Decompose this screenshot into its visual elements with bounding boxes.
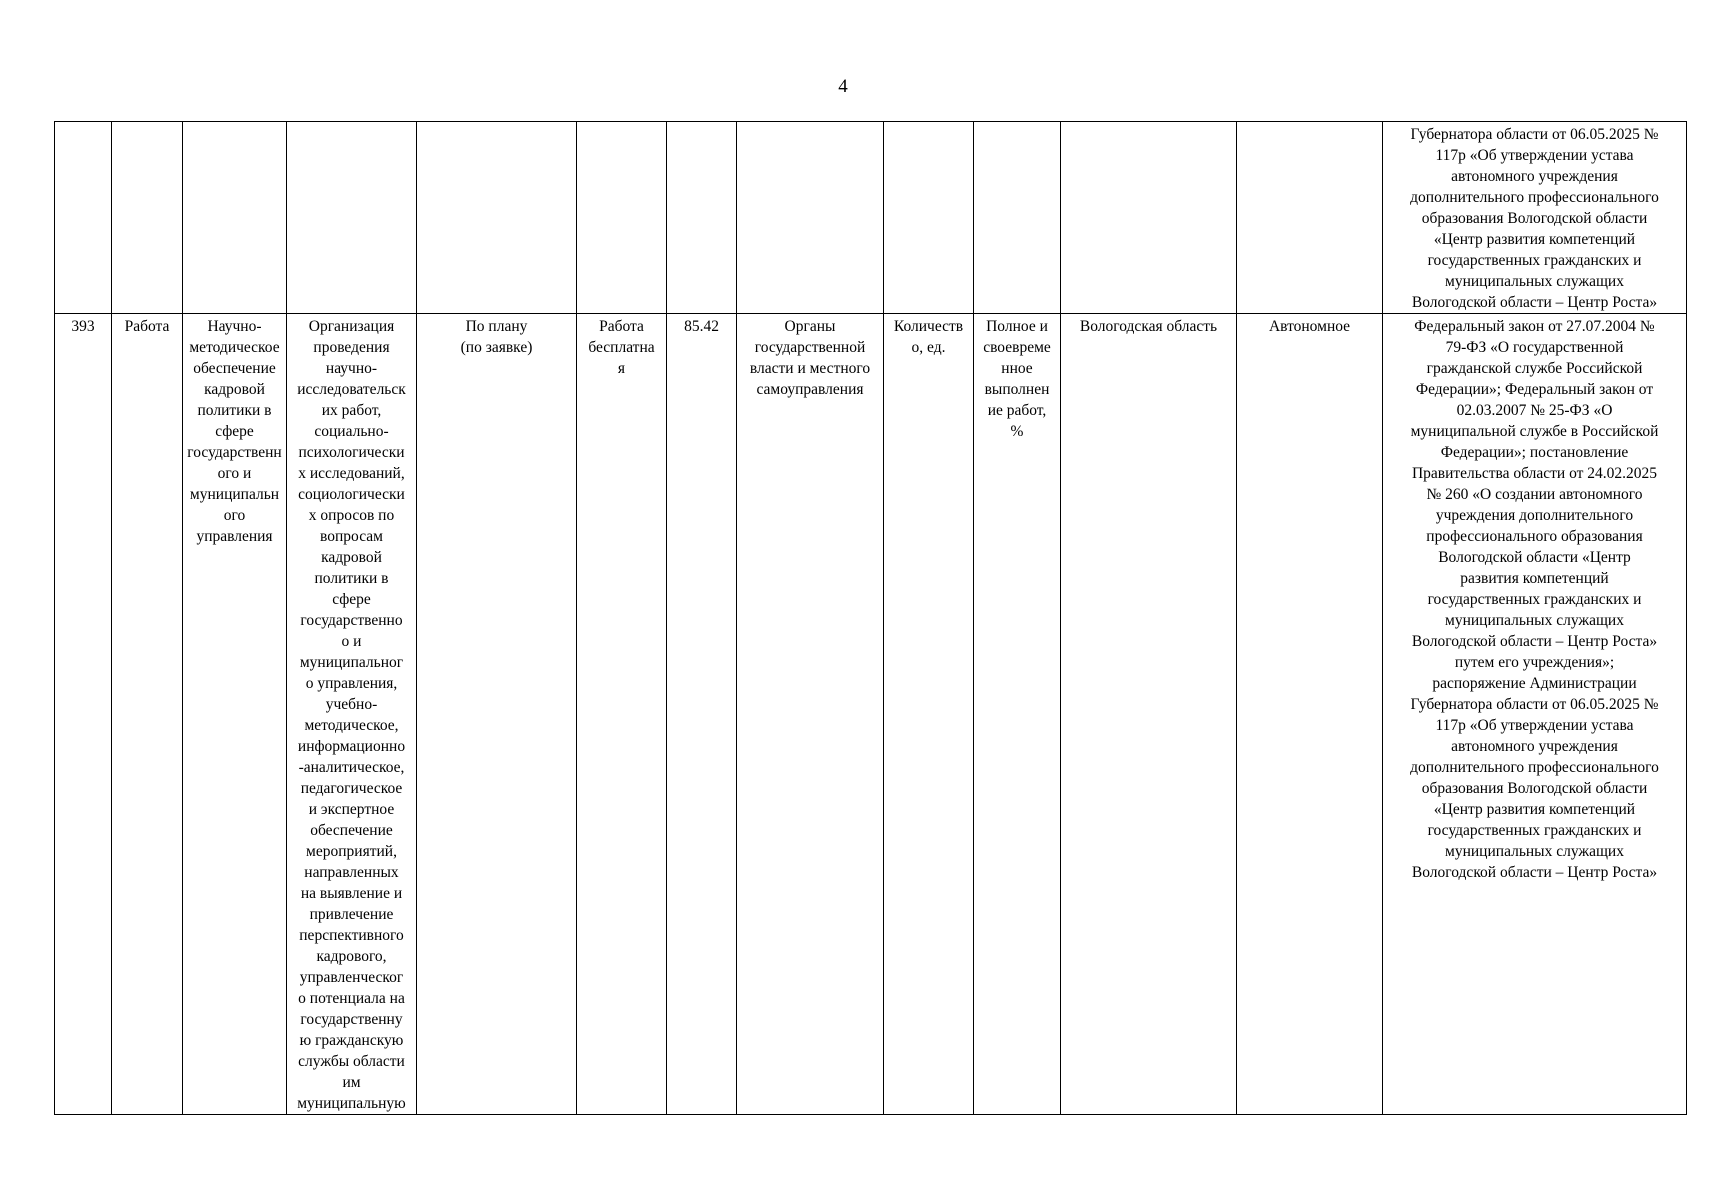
empty-cell bbox=[884, 122, 974, 314]
volume-indicator-cell: Количеств о, ед. bbox=[884, 314, 974, 1115]
code-cell: 85.42 bbox=[667, 314, 737, 1115]
table-row bbox=[55, 314, 1687, 1115]
name-cell: Научно- методическое обеспечение кадровой политики в сфере государственн ого и муниципальн ого управления bbox=[183, 314, 287, 1115]
territory-cell: Вологодская область bbox=[1061, 314, 1237, 1115]
empty-cell bbox=[1237, 122, 1383, 314]
consumers-cell: Органы государственной власти и местного самоуправления bbox=[737, 314, 884, 1115]
empty-cell bbox=[417, 122, 577, 314]
row-number-cell: 393 bbox=[55, 314, 112, 1115]
empty-cell bbox=[1061, 122, 1237, 314]
continuation-row bbox=[55, 122, 1687, 314]
registry-table bbox=[54, 121, 1687, 1115]
content-cell: Организация проведения научно- исследовательск их работ, социально- психологически х исследований, социологически х опросов по вопросам кадровой политики в сфере государственно о и муниципальног о управления, учебно- методическое, информационно -аналитическое, педагогическое и экспертное обеспечение мероприятий, направленных на выявление и привлечение перспективного кадрового, управленческог о потенциала на государственну ю гражданскую службы области им муниципальную bbox=[287, 314, 417, 1115]
empty-cell bbox=[112, 122, 183, 314]
payment-cell: Работа бесплатна я bbox=[577, 314, 667, 1115]
empty-cell bbox=[55, 122, 112, 314]
institution-type-cell: Автономное bbox=[1237, 314, 1383, 1115]
conditions-cell: По плану (по заявке) bbox=[417, 314, 577, 1115]
empty-cell bbox=[737, 122, 884, 314]
empty-cell bbox=[183, 122, 287, 314]
legal-basis-continuation-cell: Губернатора области от 06.05.2025 № 117р «Об утверждении устава автономного учреждения дополнительного профессионального образования Вологодской области «Центр развития компетенций государственных гражданских и муниципальных служащих Вологодской области – Центр Роста» bbox=[1383, 122, 1687, 314]
empty-cell bbox=[667, 122, 737, 314]
empty-cell bbox=[577, 122, 667, 314]
empty-cell bbox=[974, 122, 1061, 314]
type-cell: Работа bbox=[112, 314, 183, 1115]
legal-basis-cell: Федеральный закон от 27.07.2004 № 79-ФЗ «О государственной гражданской службе Российской Федерации»; Федеральный закон от 02.03.2007 № 25-ФЗ «О муниципальной службе в Российской Федерации»; постановление Правительства области от 24.02.2025 № 260 «О создании автономного учреждения дополнительного профессионального образования Вологодской области «Центр развития компетенций государственных гражданских и муниципальных служащих Вологодской области – Центр Роста» путем его учреждения»; распоряжение Администрации Губернатора области от 06.05.2025 № 117р «Об утверждении устава автономного учреждения дополнительного профессионального образования Вологодской области «Центр развития компетенций государственных гражданских и муниципальных служащих Вологодской области – Центр Роста» bbox=[1383, 314, 1687, 1115]
quality-indicator-cell: Полное и своевреме нное выполнен ие работ, % bbox=[974, 314, 1061, 1115]
empty-cell bbox=[287, 122, 417, 314]
page-number: 4 bbox=[838, 76, 848, 97]
